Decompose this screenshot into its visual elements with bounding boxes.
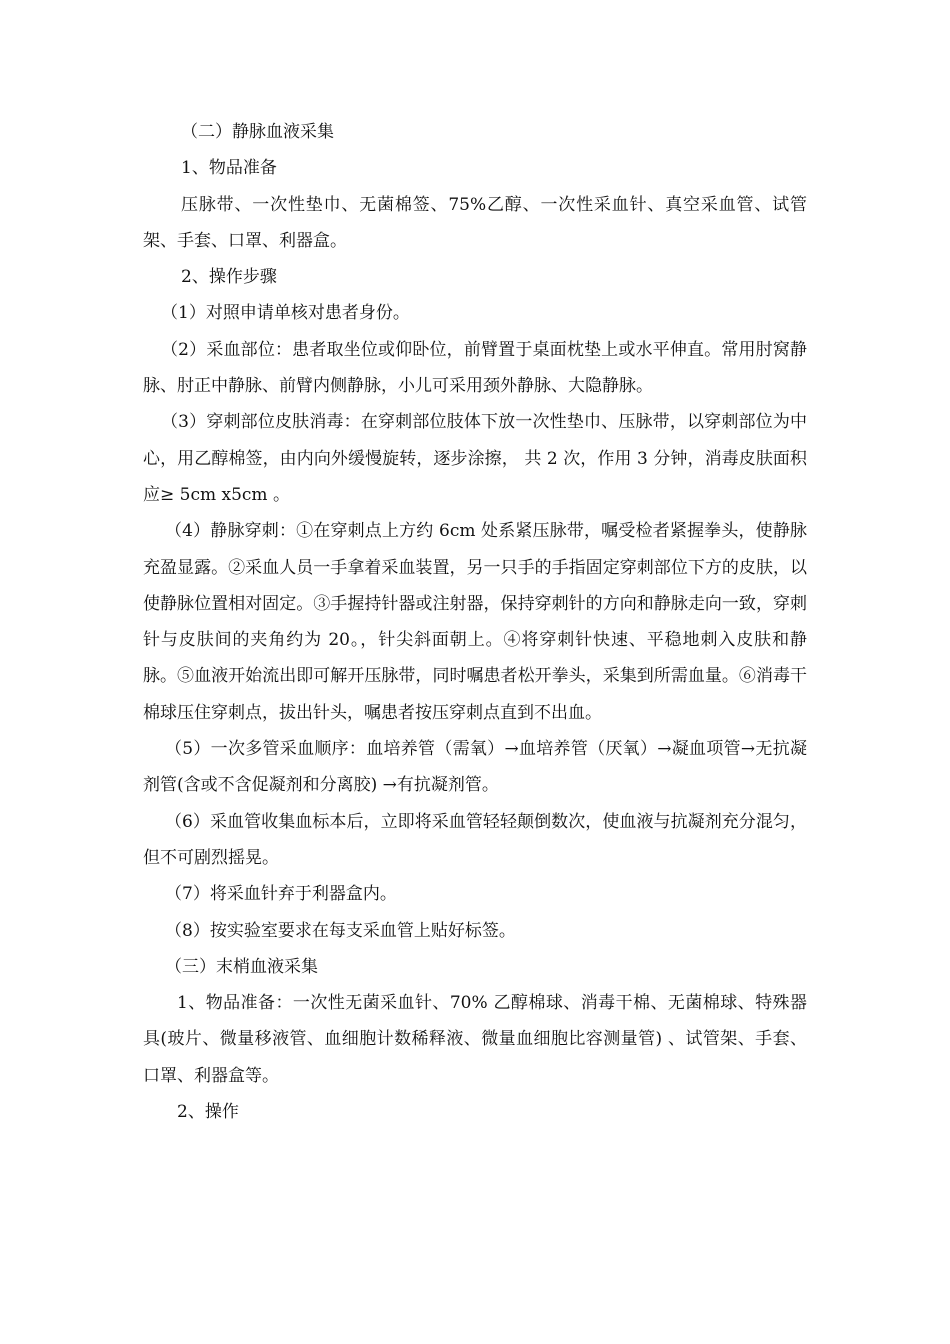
step-2: （2）采血部位：患者取坐位或仰卧位，前臂置于桌面枕垫上或水平伸直。常用肘窝静脉、肘正中静脉、前臂内侧静脉，小儿可采用颈外静脉、大隐静脉。 — [143, 339, 807, 397]
step-5: （5）一次多管采血顺序：血培养管（需氧）→血培养管（厌氧）→凝血项管→无抗凝剂管(含或不含促凝剂和分离胶) →有抗凝剂管。 — [143, 739, 807, 796]
subheading-steps: 2、操作步骤 — [181, 267, 277, 288]
subheading-operation: 2、操作 — [177, 1102, 239, 1123]
step-1: （1）对照申请单核对患者身份。 — [161, 303, 410, 324]
paragraph-capillary-supplies: 1、物品准备：一次性无菌采血针、70% 乙醇棉球、消毒干棉、无菌棉球、特殊器具(玻片、微量移液管、血细胞计数稀释液、微量血细胞比容测量管) 、试管架、手套、口罩、利器盒等。 — [143, 993, 807, 1086]
step-8: （8）按实验室要求在每支采血管上贴好标签。 — [165, 920, 516, 941]
step-4: （4）静脉穿刺：①在穿刺点上方约 6cm 处系紧压脉带，嘱受检者紧握拳头，使静脉充盈显露。②采血人员一手拿着采血装置，另一只手的手指固定穿刺部位下方的皮肤，以使静脉位置相对固定。③手握持针器或注射器，保持穿刺针的方向和静脉走向一致，穿刺针与皮肤间的夹角约为 20。，针尖斜面朝上。④将穿刺针快速、平稳地刺入皮肤和静脉。⑤血液开始流出即可解开压脉带，同时嘱患者松开拳头，采集到所需血量。⑥消毒干棉球压住穿刺点，拔出针头，嘱患者按压穿刺点直到不出血。 — [143, 521, 807, 723]
section-heading-venous: （二）静脉血液采集 — [181, 122, 334, 142]
step-6: （6）采血管收集血标本后，立即将采血管轻轻颠倒数次，使血液与抗凝剂充分混匀，但不可剧烈摇晃。 — [143, 811, 807, 868]
paragraph-supplies-list: 压脉带、一次性垫巾、无菌棉签、75%乙醇、一次性采血针、真空采血管、试管架、手套、口罩、利器盒。 — [143, 194, 807, 251]
subheading-supplies: 1、物品准备 — [181, 158, 277, 179]
document-body — [143, 114, 807, 1130]
step-7: （7）将采血针弃于利器盒内。 — [165, 884, 397, 905]
step-3: （3）穿刺部位皮肤消毒：在穿刺部位肢体下放一次性垫巾、压脉带，以穿刺部位为中心，用乙醇棉签，由内向外缓慢旋转，逐步涂擦， 共 2 次，作用 3 分钟，消毒皮肤面积应≥ 5cm x5cm 。 — [143, 412, 807, 505]
section-heading-capillary: （三）末梢血液采集 — [165, 956, 318, 977]
